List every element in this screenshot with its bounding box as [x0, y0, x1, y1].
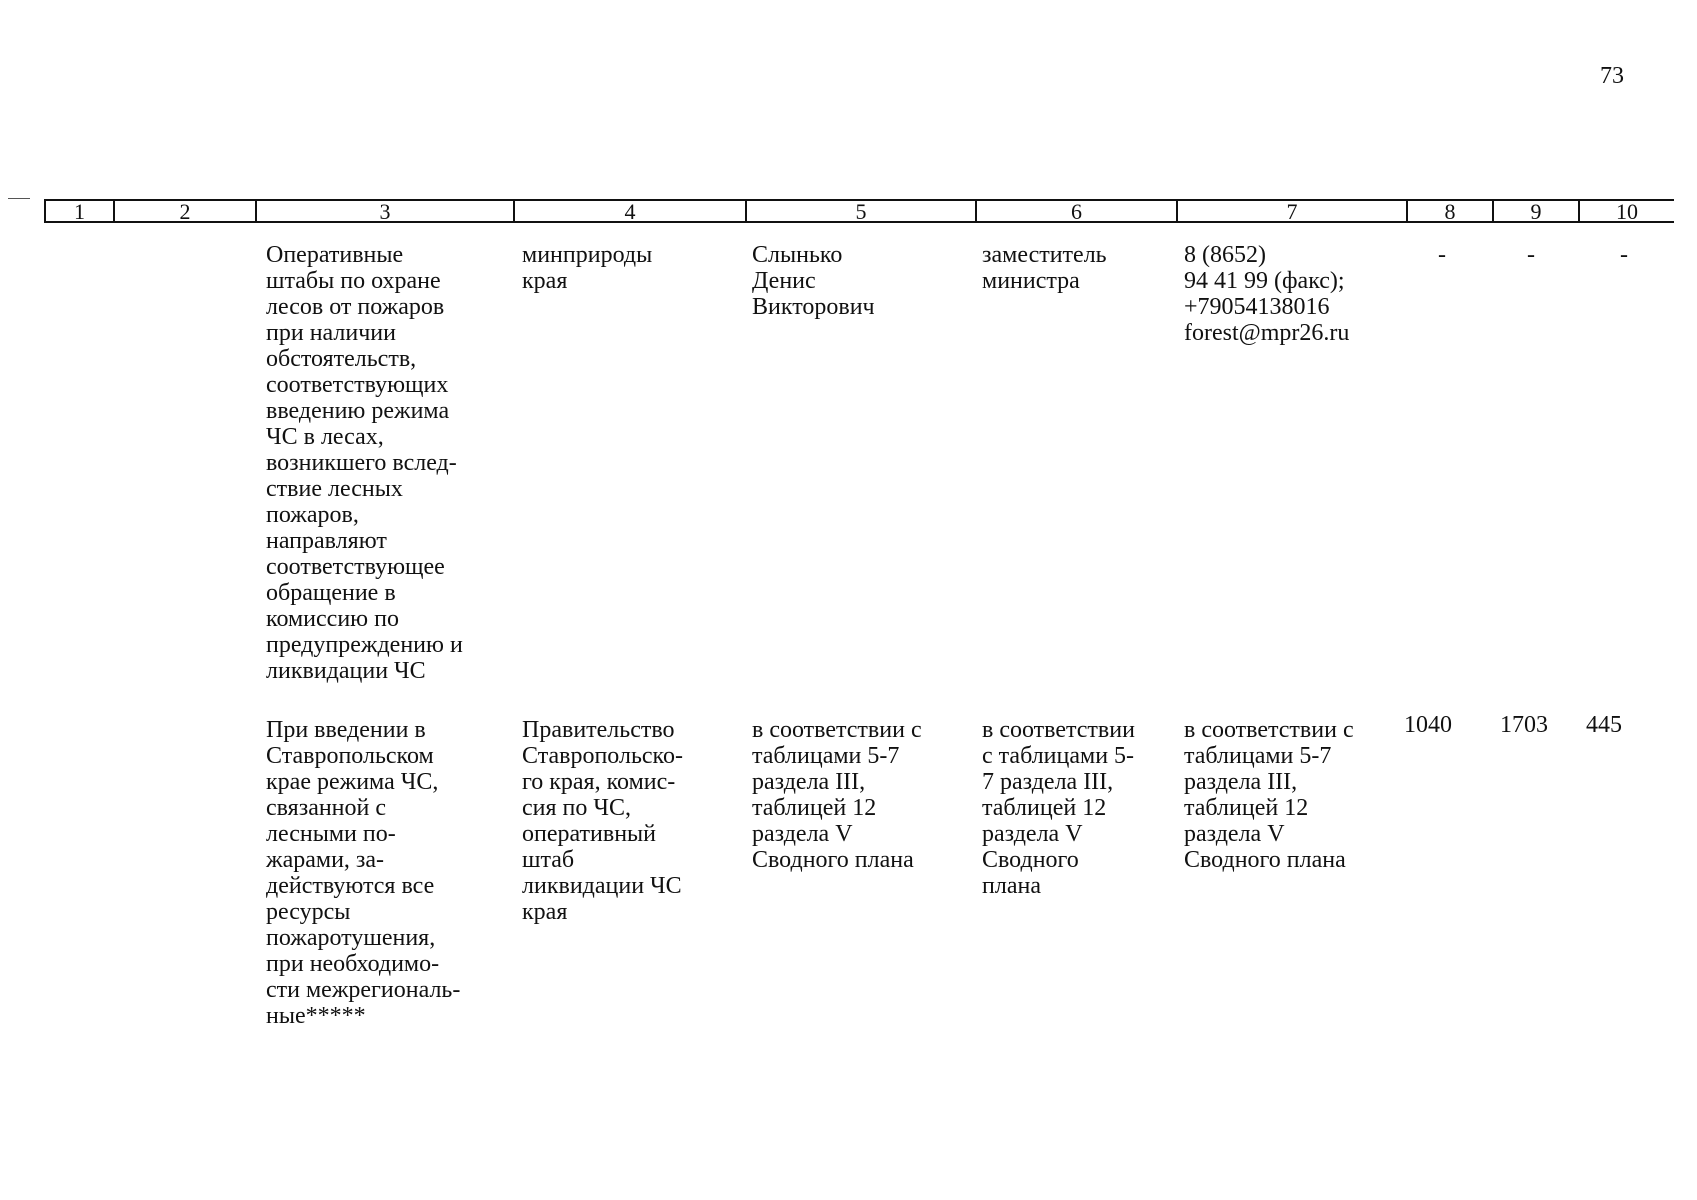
row1-contacts: 8 (8652) 94 41 99 (факс); +79054138016 forest@mpr26.ru [1184, 242, 1350, 346]
row2-responsible-person: в соответствии с таблицами 5-7 раздела III, таблицей 12 раздела V Сводного плана [752, 717, 922, 873]
header-col-1: 1 [44, 201, 113, 221]
header-col-2: 2 [113, 201, 255, 221]
row2-responsible-body: Правительство Ставропольско- го края, комис- сия по ЧС, оперативный штаб ликвидации ЧС края [522, 717, 683, 925]
row2-col10: 445 [1586, 712, 1622, 738]
header-col-10: 10 [1578, 201, 1674, 221]
row2-col8: 1040 [1404, 712, 1452, 738]
table-header-row [44, 199, 1674, 223]
header-col-5: 5 [745, 201, 975, 221]
row1-responsible-person: Слынько Денис Викторович [752, 242, 875, 320]
row2-measures: При введении в Ставропольском крае режима ЧС, связанной с лесными по- жарами, за- действуются все ресурсы пожаротушения, при необходимо- сти межрегиональ- ные***** [266, 717, 461, 1029]
header-col-7: 7 [1176, 201, 1406, 221]
row1-position: заместитель министра [982, 242, 1107, 294]
margin-mark [8, 198, 30, 199]
row1-col8: - [1438, 242, 1446, 268]
row1-col10: - [1620, 242, 1628, 268]
page-number: 73 [1600, 63, 1624, 89]
header-col-4: 4 [513, 201, 745, 221]
header-col-3: 3 [255, 201, 513, 221]
row2-col9: 1703 [1500, 712, 1548, 738]
header-col-9: 9 [1492, 201, 1578, 221]
row2-position: в соответствии с таблицами 5- 7 раздела III, таблицей 12 раздела V Сводного плана [982, 717, 1135, 899]
header-col-6: 6 [975, 201, 1176, 221]
row1-responsible-body: минприроды края [522, 242, 653, 294]
row2-contacts: в соответствии с таблицами 5-7 раздела III, таблицей 12 раздела V Сводного плана [1184, 717, 1354, 873]
row1-measures: Оперативные штабы по охране лесов от пожаров при наличии обстоятельств, соответствующих введению режима ЧС в лесах, возникшего вслед- ствие лесных пожаров, направляют соответствующее обращение в комиссию по предупреждению и ликвидации ЧС [266, 242, 463, 684]
header-col-8: 8 [1406, 201, 1492, 221]
row1-col9: - [1527, 242, 1535, 268]
